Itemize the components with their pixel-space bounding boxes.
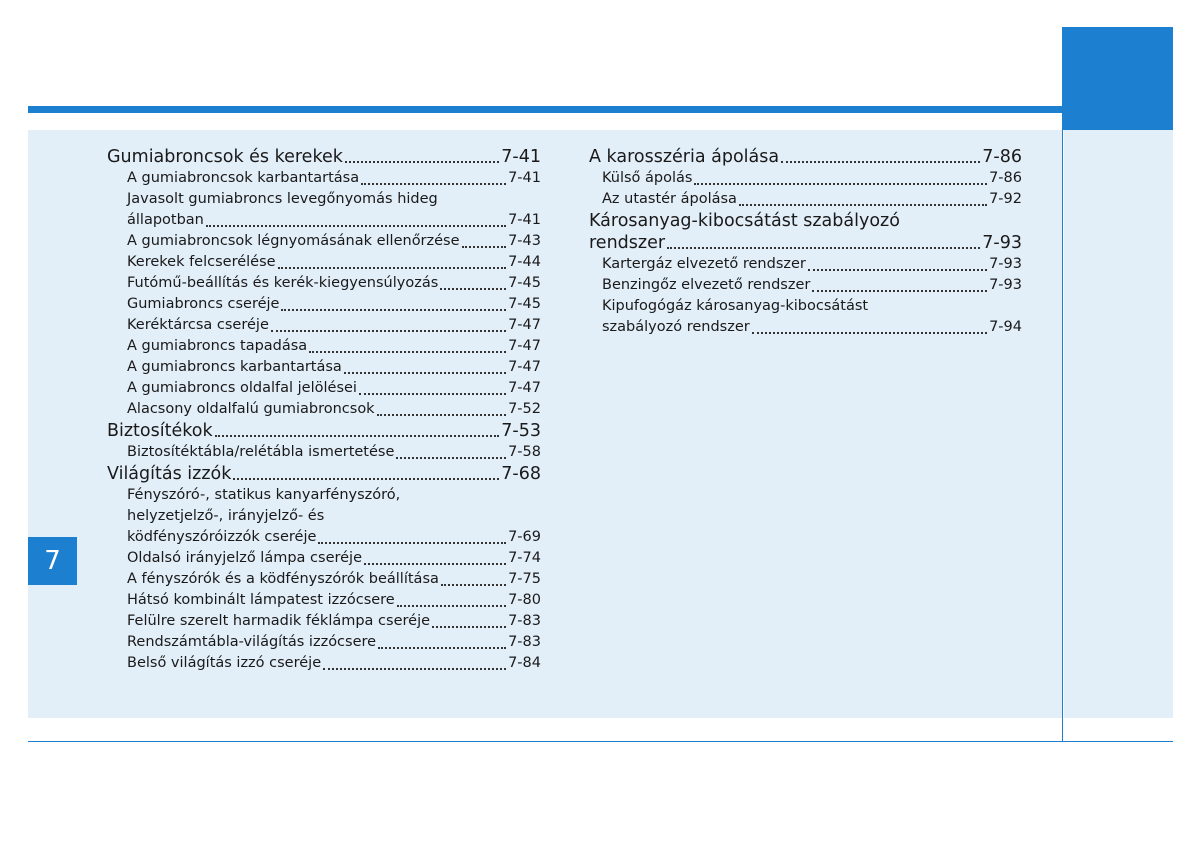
toc-entry-title: Belső világítás izzó cseréje: [127, 655, 322, 671]
toc-entry-title: Felülre szerelt harmadik féklámpa cseréje: [127, 613, 431, 629]
toc-page-number: 7-47: [508, 317, 541, 333]
toc-subsection-entry[interactable]: [107, 252, 541, 273]
toc-entry-title: A fényszórók és a ködfényszórók beállítása: [127, 571, 439, 587]
toc-page-number: 7-53: [501, 421, 541, 441]
toc-entry-line: Károsanyag-kibocsátást szabályozó: [589, 211, 900, 231]
toc-page-number: 7-45: [508, 275, 541, 291]
toc-entry-title: A karosszéria ápolása: [589, 147, 780, 167]
toc-subsection-entry[interactable]: [107, 548, 541, 569]
dot-leader: [462, 246, 507, 248]
toc-subsection-entry[interactable]: [589, 189, 1022, 210]
toc-page-number: 7-83: [508, 634, 541, 650]
toc-subsection-entry[interactable]: [107, 399, 541, 420]
dot-leader: [344, 372, 506, 374]
toc-subsection-entry[interactable]: [107, 378, 541, 399]
side-strip: [1064, 130, 1173, 718]
toc-subsection-entry[interactable]: [107, 336, 541, 357]
toc-subsection-entry[interactable]: [107, 611, 541, 632]
dot-leader: [812, 290, 987, 292]
toc-page-number: 7-41: [501, 147, 541, 167]
toc-left-column: [107, 146, 541, 674]
toc-page-number: 7-93: [989, 256, 1022, 272]
toc-page-number: 7-47: [508, 380, 541, 396]
toc-entry-title: Külső ápolás: [602, 170, 693, 186]
toc-entry-title: A gumiabroncsok légnyomásának ellenőrzése: [127, 233, 460, 249]
toc-page-number: 7-93: [989, 277, 1022, 293]
dot-leader: [215, 435, 500, 437]
toc-entry-title: Kerekek felcserélése: [127, 254, 276, 270]
dot-leader: [396, 457, 506, 459]
footer-line: [28, 741, 1173, 742]
toc-entry-title: Biztosítékok: [107, 421, 213, 441]
toc-page-number: 7-44: [508, 254, 541, 270]
toc-entry-title: Futómű-beállítás és kerék-kiegyensúlyozás: [127, 275, 439, 291]
toc-entry-title: A gumiabroncs tapadása: [127, 338, 308, 354]
toc-subsection-entry[interactable]: [107, 210, 541, 231]
toc-page-number: 7-93: [982, 233, 1022, 253]
dot-leader: [378, 647, 506, 649]
toc-subsection-entry[interactable]: [107, 590, 541, 611]
toc-subsection-entry[interactable]: [107, 632, 541, 653]
toc-page-number: 7-86: [989, 170, 1022, 186]
dot-leader: [278, 267, 507, 269]
toc-entry-line: Kipufogógáz károsanyag-kibocsátást: [602, 298, 869, 314]
dot-leader: [345, 161, 499, 163]
toc-subsection-entry[interactable]: [107, 653, 541, 674]
toc-entry-title: rendszer: [589, 233, 666, 253]
dot-leader: [441, 584, 506, 586]
toc-entry-title: Világítás izzók: [107, 464, 232, 484]
toc-subsection-entry[interactable]: [107, 231, 541, 252]
dot-leader: [271, 330, 506, 332]
toc-subsection-entry[interactable]: [107, 273, 541, 294]
toc-page-number: 7-69: [508, 529, 541, 545]
toc-entry-title: állapotban: [127, 212, 204, 228]
toc-right-column: [589, 146, 1022, 338]
toc-subsection-entry[interactable]: [107, 315, 541, 336]
toc-subsection-entry[interactable]: [589, 275, 1022, 296]
dot-leader: [309, 351, 506, 353]
toc-page-number: 7-75: [508, 571, 541, 587]
toc-entry-line: Fényszóró-, statikus kanyarfényszóró,: [127, 487, 401, 503]
dot-leader: [359, 393, 506, 395]
toc-entry-title: A gumiabroncs oldalfal jelölései: [127, 380, 357, 396]
toc-subsection-entry[interactable]: [107, 527, 541, 548]
toc-entry-title: Az utastér ápolása: [602, 191, 737, 207]
dot-leader: [206, 225, 506, 227]
toc-entry-title: Keréktárcsa cseréje: [127, 317, 269, 333]
toc-entry-title: Benzingőz elvezető rendszer: [602, 277, 811, 293]
toc-section-entry[interactable]: [107, 420, 541, 442]
toc-entry-title: Hátsó kombinált lámpatest izzócsere: [127, 592, 395, 608]
toc-page-number: 7-68: [501, 464, 541, 484]
toc-page-number: 7-83: [508, 613, 541, 629]
toc-page-number: 7-43: [508, 233, 541, 249]
toc-entry-title: ködfényszóróizzók cseréje: [127, 529, 317, 545]
toc-entry-title: szabályozó rendszer: [602, 319, 750, 335]
toc-entry-line: Javasolt gumiabroncs levegőnyomás hideg: [127, 191, 438, 207]
dot-leader: [808, 269, 987, 271]
toc-section-entry[interactable]: [107, 463, 541, 485]
toc-entry-title: A gumiabroncs karbantartása: [127, 359, 342, 375]
toc-page-number: 7-58: [508, 444, 541, 460]
toc-subsection-entry[interactable]: [589, 168, 1022, 189]
toc-page-number: 7-80: [508, 592, 541, 608]
header-accent-bar: [28, 106, 1062, 113]
toc-page-number: 7-84: [508, 655, 541, 671]
toc-entry-title: Gumiabroncsok és kerekek: [107, 147, 343, 167]
dot-leader: [440, 288, 506, 290]
toc-entry-title: Gumiabroncs cseréje: [127, 296, 280, 312]
dot-leader: [361, 183, 506, 185]
toc-entry-title: Alacsony oldalfalú gumiabroncsok: [127, 401, 375, 417]
toc-subsection-entry[interactable]: [107, 294, 541, 315]
toc-subsection-entry[interactable]: [107, 569, 541, 590]
dot-leader: [667, 247, 980, 249]
toc-section-entry[interactable]: [107, 146, 541, 168]
toc-entry-title: Oldalsó irányjelző lámpa cseréje: [127, 550, 363, 566]
toc-page-number: 7-74: [508, 550, 541, 566]
toc-subsection-entry[interactable]: [589, 254, 1022, 275]
vertical-divider: [1062, 130, 1063, 742]
toc-entry-line: helyzetjelző-, irányjelző- és: [127, 508, 325, 524]
dot-leader: [281, 309, 506, 311]
toc-page-number: 7-86: [982, 147, 1022, 167]
toc-page-number: 7-47: [508, 359, 541, 375]
toc-page-number: 7-45: [508, 296, 541, 312]
dot-leader: [781, 161, 980, 163]
toc-page-number: 7-47: [508, 338, 541, 354]
dot-leader: [318, 542, 506, 544]
toc-page-number: 7-92: [989, 191, 1022, 207]
dot-leader: [323, 668, 506, 670]
dot-leader: [377, 414, 506, 416]
toc-entry-title: A gumiabroncsok karbantartása: [127, 170, 360, 186]
toc-subsection-entry[interactable]: [107, 168, 541, 189]
toc-entry-title: Rendszámtábla-világítás izzócsere: [127, 634, 377, 650]
toc-page-number: 7-41: [508, 170, 541, 186]
toc-section-entry[interactable]: [589, 232, 1022, 254]
dot-leader: [233, 478, 499, 480]
dot-leader: [739, 204, 987, 206]
toc-subsection-entry[interactable]: [589, 317, 1022, 338]
dot-leader: [397, 605, 506, 607]
toc-subsection-entry[interactable]: [107, 442, 541, 463]
toc-entry-title: Kartergáz elvezető rendszer: [602, 256, 806, 272]
toc-section-entry[interactable]: [589, 146, 1022, 168]
toc-entry-title: Biztosítéktábla/relétábla ismertetése: [127, 444, 395, 460]
toc-page-number: 7-94: [989, 319, 1022, 335]
dot-leader: [364, 563, 506, 565]
corner-tab: [1062, 27, 1173, 130]
toc-page-number: 7-52: [508, 401, 541, 417]
chapter-number-badge: 7: [28, 537, 77, 585]
toc-page-number: 7-41: [508, 212, 541, 228]
dot-leader: [752, 332, 987, 334]
toc-subsection-entry[interactable]: [107, 357, 541, 378]
dot-leader: [694, 183, 987, 185]
dot-leader: [432, 626, 506, 628]
